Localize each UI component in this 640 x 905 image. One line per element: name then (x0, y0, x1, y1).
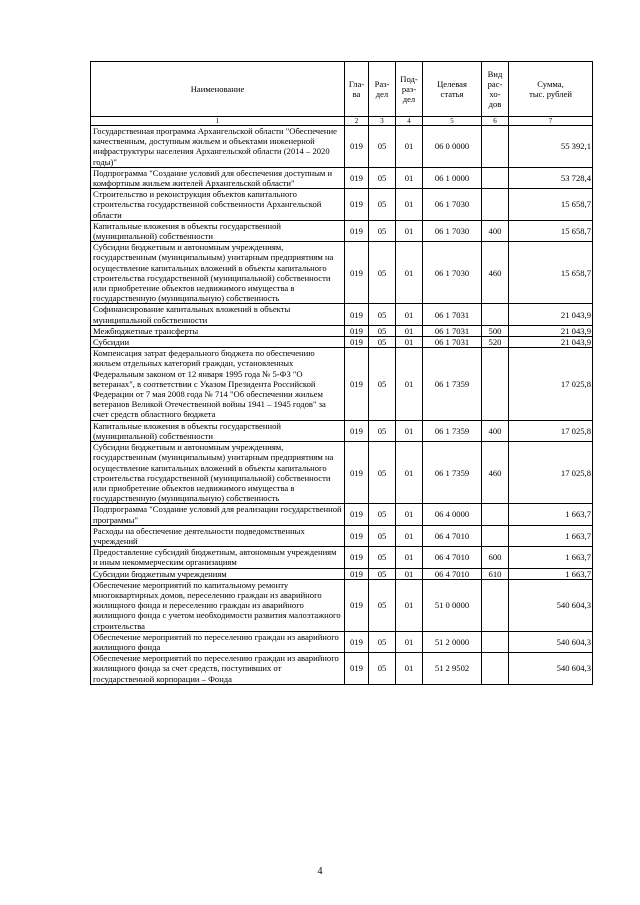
cell-summa: 53 728,4 (509, 167, 593, 188)
cell-razdel: 05 (369, 504, 396, 525)
cell-name: Межбюджетные трансферты (91, 325, 345, 336)
cell-glava: 019 (345, 337, 369, 348)
cell-statya: 51 0 0000 (423, 579, 482, 631)
column-number: 6 (482, 117, 509, 126)
cell-statya: 06 1 7359 (423, 442, 482, 504)
cell-vid: 460 (482, 242, 509, 304)
cell-vid (482, 304, 509, 325)
cell-glava: 019 (345, 325, 369, 336)
table-row (91, 525, 593, 546)
cell-vid (482, 579, 509, 631)
budget-table (90, 61, 593, 685)
table-row (91, 420, 593, 441)
cell-glava: 019 (345, 568, 369, 579)
cell-summa: 540 604,3 (509, 579, 593, 631)
cell-podrazdel: 01 (396, 653, 423, 685)
cell-glava: 019 (345, 220, 369, 241)
cell-summa: 15 658,7 (509, 189, 593, 221)
cell-podrazdel: 01 (396, 547, 423, 568)
cell-razdel: 05 (369, 189, 396, 221)
table-row (91, 189, 593, 221)
cell-summa: 55 392,1 (509, 126, 593, 168)
cell-podrazdel: 01 (396, 348, 423, 420)
cell-statya: 06 1 0000 (423, 167, 482, 188)
column-number: 1 (91, 117, 345, 126)
cell-glava: 019 (345, 547, 369, 568)
cell-summa: 1 663,7 (509, 504, 593, 525)
header-podrazdel: Под- раз- дел (396, 62, 423, 117)
cell-podrazdel: 01 (396, 325, 423, 336)
cell-summa: 15 658,7 (509, 220, 593, 241)
table-row (91, 348, 593, 420)
header-statya: Целевая статья (423, 62, 482, 117)
cell-razdel: 05 (369, 167, 396, 188)
cell-name: Обеспечение мероприятий по капитальному ремонту многоквартирных домов, переселению граждан из аварийного жилищного фонда и переселению граждан из аварийного жилищного фонда с учетом необходимости развития малоэтажного строительства (91, 579, 345, 631)
cell-glava: 019 (345, 420, 369, 441)
header-razdel: Раз- дел (369, 62, 396, 117)
cell-vid: 600 (482, 547, 509, 568)
column-number-row (91, 117, 593, 126)
cell-name: Расходы на обеспечение деятельности подведомственных учреждений (91, 525, 345, 546)
table-row (91, 126, 593, 168)
table-row (91, 304, 593, 325)
header-row (91, 62, 593, 117)
cell-name: Субсидии бюджетным учреждениям (91, 568, 345, 579)
cell-razdel: 05 (369, 126, 396, 168)
cell-statya: 06 1 7031 (423, 325, 482, 336)
table-row (91, 337, 593, 348)
cell-glava: 019 (345, 504, 369, 525)
cell-razdel: 05 (369, 442, 396, 504)
cell-razdel: 05 (369, 348, 396, 420)
cell-summa: 540 604,3 (509, 653, 593, 685)
cell-podrazdel: 01 (396, 304, 423, 325)
cell-summa: 21 043,9 (509, 337, 593, 348)
cell-razdel: 05 (369, 568, 396, 579)
cell-name: Подпрограмма "Создание условий для обеспечения доступным и комфортным жильем жителей Архангельской области" (91, 167, 345, 188)
header-vid: Вид рас- хо- дов (482, 62, 509, 117)
cell-razdel: 05 (369, 242, 396, 304)
cell-name: Субсидии бюджетным и автономным учреждениям, государственным (муниципальным) унитарным предприятиям на осуществление капитальных вложений в объекты капитального строительства государственной (муниципальной) собственности или приобретение объектов недвижимого имущества в государственную (муниципальную) собственность (91, 442, 345, 504)
cell-name: Капитальные вложения в объекты государственной (муниципальной) собственности (91, 420, 345, 441)
column-number: 4 (396, 117, 423, 126)
header-glava: Гла- ва (345, 62, 369, 117)
column-number: 2 (345, 117, 369, 126)
cell-razdel: 05 (369, 653, 396, 685)
cell-podrazdel: 01 (396, 126, 423, 168)
cell-statya: 06 1 7359 (423, 348, 482, 420)
column-number: 7 (509, 117, 593, 126)
cell-glava: 019 (345, 442, 369, 504)
table-row (91, 631, 593, 652)
cell-name: Подпрограмма "Создание условий для реализации государственной программы" (91, 504, 345, 525)
cell-summa: 1 663,7 (509, 547, 593, 568)
cell-podrazdel: 01 (396, 568, 423, 579)
cell-podrazdel: 01 (396, 504, 423, 525)
cell-glava: 019 (345, 304, 369, 325)
cell-name: Софинансирование капитальных вложений в объекты муниципальной собственности (91, 304, 345, 325)
cell-razdel: 05 (369, 547, 396, 568)
cell-vid (482, 653, 509, 685)
table-row (91, 547, 593, 568)
cell-glava: 019 (345, 525, 369, 546)
cell-vid: 610 (482, 568, 509, 579)
cell-name: Обеспечение мероприятий по переселению граждан из аварийного жилищного фонда за счет средств, поступивших от государственной корпорации – Фонда (91, 653, 345, 685)
cell-vid: 500 (482, 325, 509, 336)
cell-razdel: 05 (369, 337, 396, 348)
cell-vid (482, 348, 509, 420)
cell-vid (482, 167, 509, 188)
cell-statya: 06 1 7030 (423, 220, 482, 241)
cell-summa: 21 043,9 (509, 325, 593, 336)
cell-vid: 400 (482, 220, 509, 241)
cell-podrazdel: 01 (396, 189, 423, 221)
cell-summa: 1 663,7 (509, 568, 593, 579)
header-summa: Сумма, тыс. рублей (509, 62, 593, 117)
cell-podrazdel: 01 (396, 337, 423, 348)
cell-glava: 019 (345, 631, 369, 652)
cell-podrazdel: 01 (396, 242, 423, 304)
cell-statya: 06 1 7030 (423, 189, 482, 221)
cell-glava: 019 (345, 348, 369, 420)
cell-razdel: 05 (369, 220, 396, 241)
cell-summa: 17 025,8 (509, 348, 593, 420)
cell-podrazdel: 01 (396, 420, 423, 441)
cell-summa: 1 663,7 (509, 525, 593, 546)
table-row (91, 242, 593, 304)
cell-razdel: 05 (369, 325, 396, 336)
cell-name: Предоставление субсидий бюджетным, автономным учреждениям и иным некоммерческим организациям (91, 547, 345, 568)
cell-statya: 06 1 7031 (423, 337, 482, 348)
cell-statya: 51 2 9502 (423, 653, 482, 685)
cell-summa: 15 658,7 (509, 242, 593, 304)
cell-vid (482, 504, 509, 525)
cell-podrazdel: 01 (396, 631, 423, 652)
cell-podrazdel: 01 (396, 525, 423, 546)
cell-statya: 06 4 0000 (423, 504, 482, 525)
table-row (91, 504, 593, 525)
cell-name: Строительство и реконструкция объектов капитального строительства государственной собственности Архангельской области (91, 189, 345, 221)
cell-summa: 21 043,9 (509, 304, 593, 325)
cell-razdel: 05 (369, 304, 396, 325)
cell-name: Субсидии бюджетным и автономным учреждениям, государственным (муниципальным) унитарным предприятиям на осуществление капитальных вложений в объекты капитального строительства государственной (муниципальной) собственности или приобретение объектов недвижимого имущества в государственную (муниципальную) собственность (91, 242, 345, 304)
cell-statya: 06 4 7010 (423, 568, 482, 579)
cell-name: Обеспечение мероприятий по переселению граждан из аварийного жилищного фонда (91, 631, 345, 652)
column-number: 5 (423, 117, 482, 126)
cell-glava: 019 (345, 189, 369, 221)
cell-statya: 06 0 0000 (423, 126, 482, 168)
cell-glava: 019 (345, 653, 369, 685)
cell-name: Капитальные вложения в объекты государственной (муниципальной) собственности (91, 220, 345, 241)
cell-summa: 17 025,8 (509, 442, 593, 504)
cell-glava: 019 (345, 167, 369, 188)
cell-statya: 06 1 7359 (423, 420, 482, 441)
cell-vid: 520 (482, 337, 509, 348)
cell-summa: 17 025,8 (509, 420, 593, 441)
table-row (91, 442, 593, 504)
cell-podrazdel: 01 (396, 220, 423, 241)
cell-razdel: 05 (369, 631, 396, 652)
cell-name: Компенсация затрат федерального бюджета по обеспечению жильем отдельных категорий граждан, установленных Федеральным законом от 12 января 1995 года № 5-ФЗ "О ветеранах", в соответствии с Указом Президента Российской Федерации от 7 мая 2008 года № 714 "Об обеспечении жильем ветеранов Великой Отечественной войны 1941 – 1945 годов" за счет средств областного бюджета (91, 348, 345, 420)
table-row (91, 325, 593, 336)
table-row (91, 568, 593, 579)
cell-name: Субсидии (91, 337, 345, 348)
cell-statya: 06 1 7030 (423, 242, 482, 304)
cell-podrazdel: 01 (396, 167, 423, 188)
table-body (91, 126, 593, 685)
cell-razdel: 05 (369, 579, 396, 631)
cell-glava: 019 (345, 579, 369, 631)
cell-name: Государственная программа Архангельской области "Обеспечение качественным, доступным жильем и объектами инженерной инфраструктуры населения Архангельской области (2014 – 2020 годы)" (91, 126, 345, 168)
cell-glava: 019 (345, 126, 369, 168)
cell-podrazdel: 01 (396, 579, 423, 631)
table-row (91, 167, 593, 188)
header-name: Наименование (91, 62, 345, 117)
cell-statya: 06 1 7031 (423, 304, 482, 325)
table-row (91, 220, 593, 241)
cell-statya: 06 4 7010 (423, 547, 482, 568)
cell-summa: 540 604,3 (509, 631, 593, 652)
cell-vid: 400 (482, 420, 509, 441)
cell-vid (482, 525, 509, 546)
table-row (91, 579, 593, 631)
cell-podrazdel: 01 (396, 442, 423, 504)
cell-razdel: 05 (369, 525, 396, 546)
cell-statya: 51 2 0000 (423, 631, 482, 652)
page-number: 4 (317, 866, 323, 877)
cell-vid (482, 189, 509, 221)
column-number: 3 (369, 117, 396, 126)
table-row (91, 653, 593, 685)
cell-vid: 460 (482, 442, 509, 504)
cell-vid (482, 126, 509, 168)
cell-statya: 06 4 7010 (423, 525, 482, 546)
cell-vid (482, 631, 509, 652)
cell-razdel: 05 (369, 420, 396, 441)
cell-glava: 019 (345, 242, 369, 304)
